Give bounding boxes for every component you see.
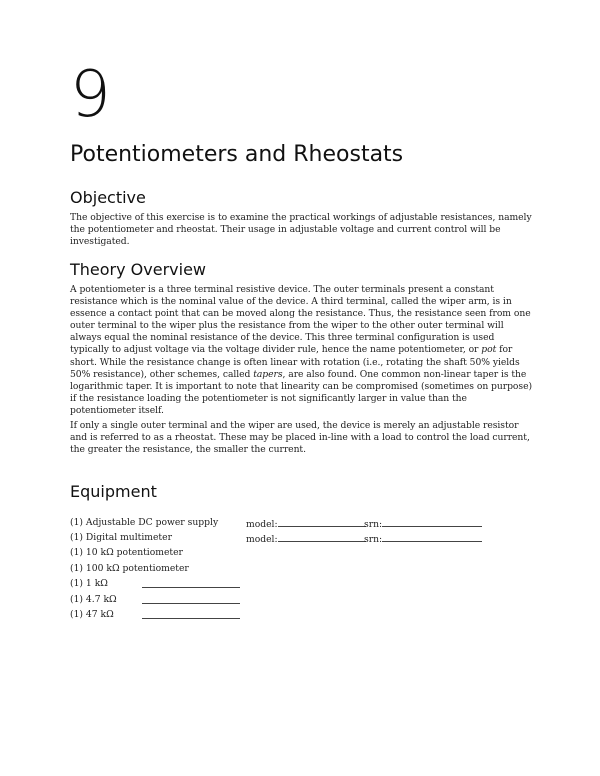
- chapter-title: Potentiometers and Rheostats: [70, 142, 404, 167]
- equipment-item: (1) Digital multimeter model: srn:: [70, 531, 490, 545]
- chapter-number: 9: [70, 58, 110, 132]
- value-blank: [142, 577, 240, 593]
- srn-blank-line: [382, 516, 482, 527]
- tapers-term: tapers: [253, 368, 283, 380]
- equipment-item: (1) 47 kΩ: [70, 608, 250, 622]
- pot-term: pot: [481, 344, 497, 356]
- equipment-item: (1) Adjustable DC power supply model: srn:: [70, 516, 490, 530]
- value-blank-line: [142, 593, 240, 604]
- model-blank-line: [278, 531, 366, 542]
- srn-field: srn:: [364, 516, 482, 532]
- theory-paragraph-1: A potentiometer is a three terminal resistive device. The outer terminals present a constant resistance which is the nominal value of the device. A third terminal, called the wiper arm, is in essence a contact point that can be moved along the resistance. Thus, the resistance seen from one outer terminal to the wiper plus the resistance from the wiper to the other outer terminal will always equal the nominal resistance of the device. This three terminal configuration is used typically to adjust voltage via the voltage divider rule, hence the name potentiometer, or pot for short. While the resistance change is often linear with rotation (i.e., rotating the shaft 50% yields 50% resistance), other schemes, called tapers, are also found. One common non-linear taper is the logarithmic taper. It is important to note that linearity can be compromised (sometimes on purpose) if the resistance loading the potentiometer is not significantly larger in value than the potentiometer itself.: [70, 284, 532, 416]
- model-blank-line: [278, 516, 366, 527]
- theory-heading: Theory Overview: [70, 260, 207, 279]
- equipment-item: (1) 1 kΩ: [70, 577, 250, 591]
- equipment-item: (1) 100 kΩ potentiometer: [70, 563, 189, 574]
- model-field: model:: [246, 516, 366, 532]
- value-blank-line: [142, 577, 240, 588]
- equipment-item: (1) 10 kΩ potentiometer: [70, 547, 183, 558]
- value-blank-line: [142, 608, 240, 619]
- objective-paragraph: The objective of this exercise is to examine the practical workings of adjustable resistances, namely the potentiometer and rheostat. Their usage in adjustable voltage and current control will be investigated.: [70, 212, 532, 248]
- srn-blank-line: [382, 531, 482, 542]
- equipment-heading: Equipment: [70, 482, 157, 501]
- model-field: model:: [246, 531, 366, 547]
- equipment-item: (1) 4.7 kΩ: [70, 593, 250, 607]
- value-blank: [142, 608, 240, 624]
- srn-field: srn:: [364, 531, 482, 547]
- objective-heading: Objective: [70, 188, 146, 207]
- value-blank: [142, 593, 240, 609]
- theory-paragraph-2: If only a single outer terminal and the wiper are used, the device is merely an adjustable resistor and is referred to as a rheostat. These may be placed in-line with a load to control the load current, the greater the resistance, the smaller the current.: [70, 420, 530, 456]
